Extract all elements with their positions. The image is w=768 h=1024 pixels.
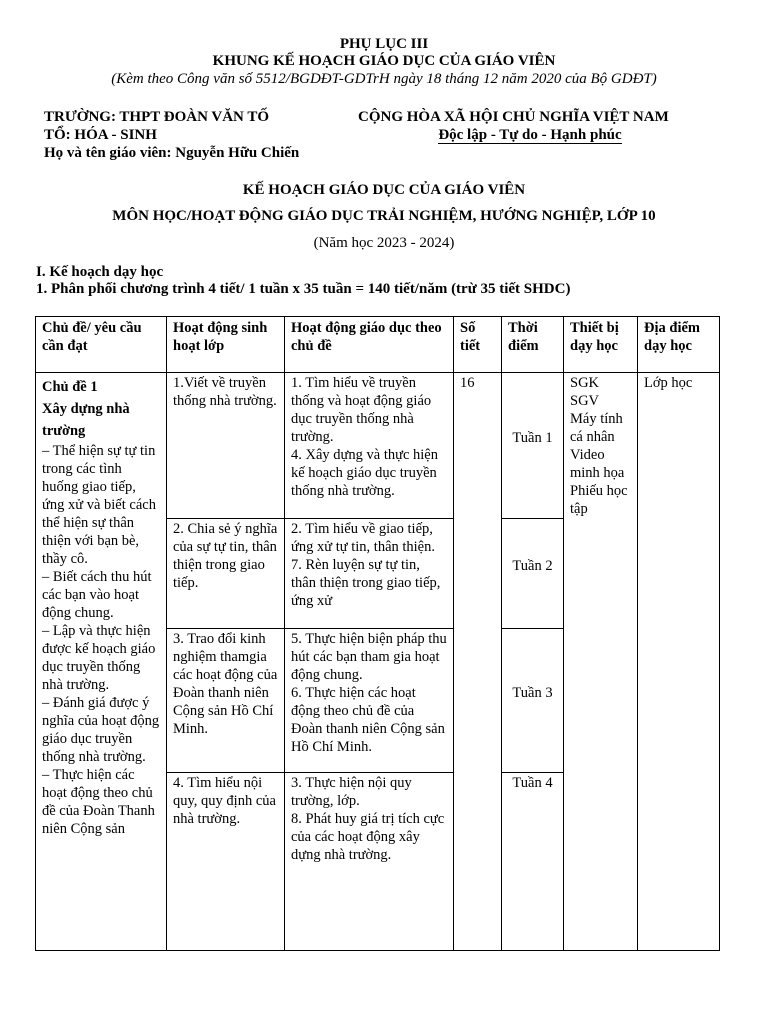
time-cell: Tuần 3 [502,629,564,773]
school-name: TRƯỜNG: THPT ĐOÀN VĂN TỐ [44,109,270,125]
table-row [36,373,720,519]
class-activity-cell: 3. Trao đổi kinh nghiệm thamgia các hoạt động của Đoàn thanh niên Cộng sản Hồ Chí Minh. [167,629,285,773]
topic-title: Xây dựng nhà trường [42,401,130,439]
time-cell: Tuần 2 [502,519,564,629]
motto [422,127,638,144]
header-topic: Chủ đề/ yêu cầu cần đạt [36,317,167,373]
appendix-title: PHỤ LỤC III [339,36,429,52]
topic-activity-cell: 3. Thực hiện nội quy trường, lớp. 8. Phát huy giá trị tích cực của các hoạt động xây dựng nhà trường. [285,773,454,951]
topic-requirements: – Thể hiện sự tự tin trong các tình huống giao tiếp, ứng xử và biết cách thể hiện sự thân thiện với bạn bè, thầy cô. – Biết cách thu hút các bạn vào hoạt động chung. – Lập và thực hiện được kế hoạch giáo dục truyền thống nhà trường. – Đánh giá được ý nghĩa của hoạt động giáo dục truyền thống nhà trường. – Thực hiện các hoạt động theo chủ đề của Đoàn Thanh niên Cộng sản [42,443,160,837]
class-activity-cell: 2. Chia sẻ ý nghĩa của sự tự tin, thân thiện trong giao tiếp. [167,519,285,629]
department-name: TỔ: HÓA - SINH [44,127,157,143]
topic-name: Chủ đề 1 [42,379,98,395]
reference-note: (Kèm theo Công văn số 5512/BGDĐT-GDTrH ngày 18 tháng 12 năm 2020 của Bộ GDĐT) [111,71,657,87]
motto-text: Độc lập - Tự do - Hạnh phúc [438,127,622,143]
plan-subject: MÔN HỌC/HOẠT ĐỘNG GIÁO DỤC TRẢI NGHIỆM, HƯỚNG NGHIỆP, LỚP 10 [112,208,656,224]
time-cell: Tuần 4 [502,773,564,951]
location-cell: Lớp học [638,373,720,951]
header-topic-activity: Hoạt động giáo dục theo chủ đề [285,317,454,373]
time-cell: Tuần 1 [502,373,564,519]
table-header-row [36,317,720,373]
class-activity-cell: 4. Tìm hiểu nội quy, quy định của nhà trường. [167,773,285,951]
equipment-cell: SGK SGV Máy tính cá nhân Video minh họa Phiếu học tập [564,373,638,951]
header-periods: Số tiết [454,317,502,373]
republic-title: CỘNG HÒA XÃ HỘI CHỦ NGHĨA VIỆT NAM [358,109,669,125]
framework-title: KHUNG KẾ HOẠCH GIÁO DỤC CỦA GIÁO VIÊN [212,53,556,69]
topic-cell [36,373,167,951]
periods-cell: 16 [454,373,502,951]
topic-activity-cell: 1. Tìm hiểu về truyền thống và hoạt động giáo dục truyền thống nhà trường. 4. Xây dựng và thực hiện kế hoạch giáo dục truyền thống nhà trường. [285,373,454,519]
topic-activity-cell: 5. Thực hiện biện pháp thu hút các bạn tham gia hoạt động chung. 6. Thực hiện các hoạt động theo chủ đề của Đoàn thanh niên Cộng sản Hồ Chí Minh. [285,629,454,773]
teacher-name: Họ và tên giáo viên: Nguyễn Hữu Chiến [44,145,300,161]
header-equipment: Thiết bị dạy học [564,317,638,373]
header-location: Địa điểm dạy học [638,317,720,373]
class-activity-cell: 1.Viết về truyền thống nhà trường. [167,373,285,519]
header-class-activity: Hoạt động sinh hoạt lớp [167,317,285,373]
section-heading: I. Kế hoạch dạy học [36,264,164,280]
plan-title: KẾ HOẠCH GIÁO DỤC CỦA GIÁO VIÊN [242,182,526,198]
school-year: (Năm học 2023 - 2024) [313,235,455,251]
distribution-line: 1. Phân phối chương trình 4 tiết/ 1 tuần x 35 tuần = 140 tiết/năm (trừ 35 tiết SHDC) [36,281,571,297]
topic-activity-cell: 2. Tìm hiểu về giao tiếp, ứng xử tự tin, thân thiện. 7. Rèn luyện sự tự tin, thân thiện trong giao tiếp, ứng xử [285,519,454,629]
plan-table [35,316,720,951]
header-time: Thời điểm [502,317,564,373]
